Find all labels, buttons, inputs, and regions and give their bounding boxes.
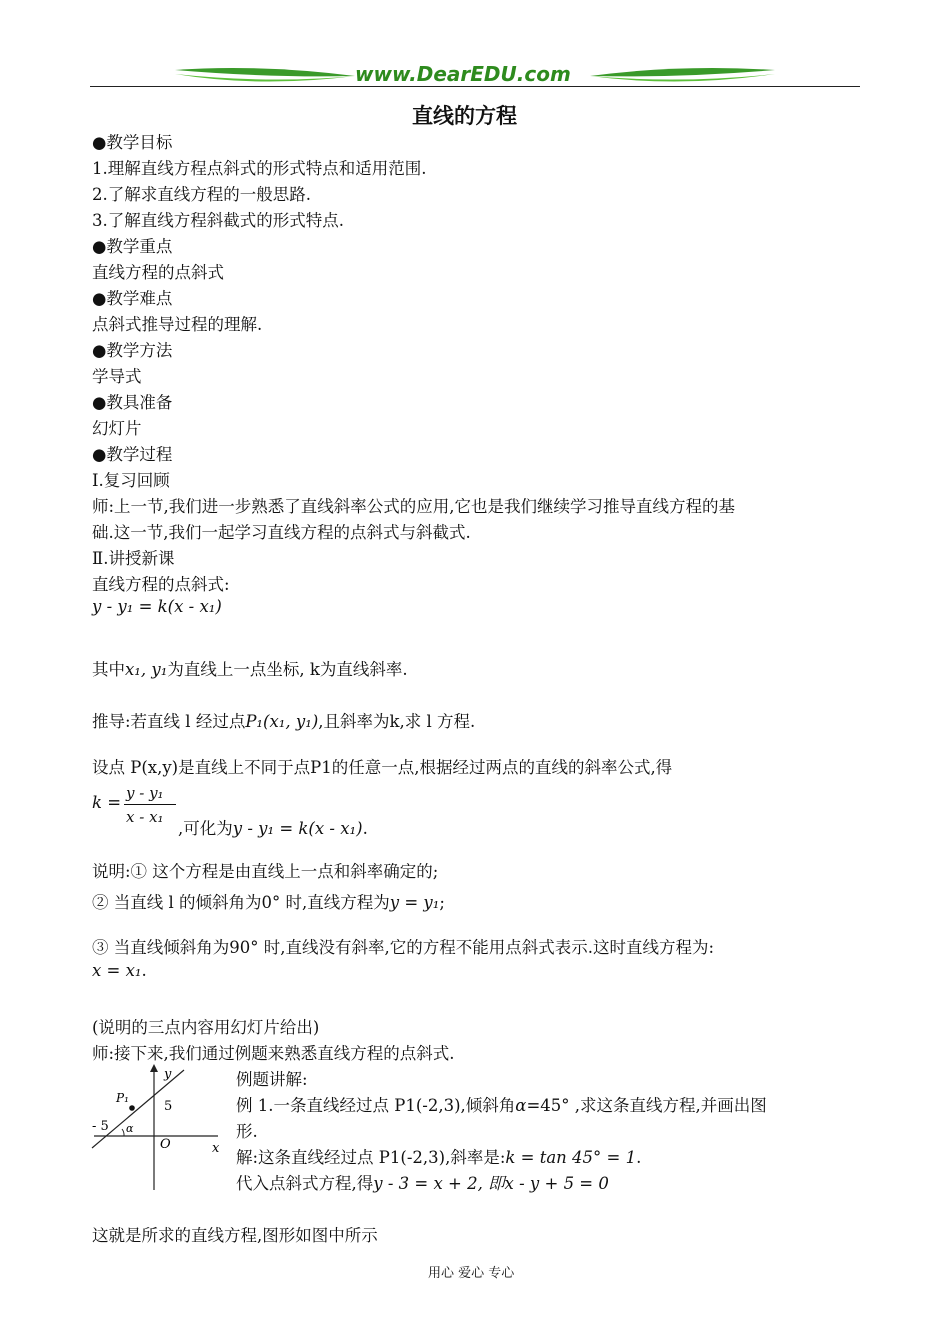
heading-process: ●教学过程: [92, 445, 173, 464]
frac-k: k =: [92, 793, 122, 812]
example-heading: 例题讲解:: [236, 1070, 308, 1089]
frac-result: y - y₁ = k(x - x₁): [232, 819, 363, 838]
where-suffix: 为直线上一点坐标, k为直线斜率.: [167, 660, 408, 679]
note-3-math-line: [92, 961, 147, 980]
ex1-b: =45° ,求这条直线方程,并画出图: [526, 1096, 767, 1115]
formula-point-slope: y - y₁ = k(x - x₁): [92, 597, 222, 616]
section-review: Ⅰ.复习回顾: [92, 471, 170, 490]
frac-end: .: [362, 819, 368, 838]
objective-1: 1.理解直线方程点斜式的形式特点和适用范围.: [92, 159, 427, 178]
ex1-alpha: α: [515, 1096, 527, 1115]
point-p1: [129, 1105, 135, 1111]
y-axis-arrow-icon: [150, 1064, 158, 1072]
objective-3: 3.了解直线方程斜截式的形式特点.: [92, 211, 344, 230]
example-1-line-2: 形.: [236, 1122, 258, 1141]
ex1-a: 例 1.一条直线经过点 P1(-2,3),倾斜角: [236, 1096, 516, 1115]
teacher-intro-2: 础.这一节,我们一起学习直线方程的点斜式与斜截式.: [92, 523, 471, 542]
note-1: 说明:① 这个方程是由直线上一点和斜率确定的;: [92, 862, 439, 881]
note-2-prefix: ② 当直线 l 的倾斜角为0° 时,直线方程为: [92, 893, 390, 912]
substitute-math: y - 3 = x + 2, 即x - y + 5 = 0: [373, 1174, 609, 1193]
note-2-end: ;: [439, 893, 445, 912]
method-text: 学导式: [92, 367, 142, 386]
heading-difficulty: ●教学难点: [92, 289, 173, 308]
derive-suffix: ,且斜率为k,求 l 方程.: [318, 712, 476, 731]
fig-y-label: y: [164, 1067, 172, 1082]
tools-text: 幻灯片: [92, 419, 142, 438]
solution-line: [236, 1144, 641, 1168]
teacher-intro-1: 师:上一节,我们进一步熟悉了直线斜率公式的应用,它也是我们继续学习推导直线方程的基: [92, 497, 736, 516]
teacher-example-intro: 师:接下来,我们通过例题来熟悉直线方程的点斜式.: [92, 1044, 455, 1063]
note-3-math: x = x₁: [92, 961, 142, 980]
solution-prefix: 解:这条直线经过点 P1(-2,3),斜率是:: [236, 1148, 506, 1167]
note-3-end: .: [141, 961, 147, 980]
solution-math: k = tan 45° = 1: [505, 1148, 637, 1167]
logo-text: www.DearEDU.com: [355, 62, 571, 86]
heading-objectives: ●教学目标: [92, 133, 173, 152]
frac-mid: ,可化为: [178, 819, 233, 838]
frac-numerator: y - y₁: [126, 784, 164, 802]
solution-end: .: [636, 1148, 642, 1167]
heading-method: ●教学方法: [92, 341, 173, 360]
fig-five-label: 5: [164, 1099, 173, 1114]
difficulty-text: 点斜式推导过程的理解.: [92, 315, 263, 334]
key-point-text: 直线方程的点斜式: [92, 263, 224, 282]
where-prefix: 其中: [92, 660, 125, 679]
derive-line: [92, 708, 475, 732]
note-2-math: y = y₁: [389, 893, 440, 912]
heading-tools: ●教具准备: [92, 393, 173, 412]
example-1-line-1: [236, 1092, 767, 1116]
objective-2: 2.了解求直线方程的一般思路.: [92, 185, 311, 204]
footer-text: 用心 爱心 专心: [428, 1266, 515, 1281]
frac-denominator: x - x₁: [126, 808, 164, 826]
where-math: x₁, y₁: [125, 660, 168, 679]
setpoint-line: 设点 P(x,y)是直线上不同于点P1的任意一点,根据经过两点的直线的斜率公式,得: [92, 758, 673, 777]
fig-x-label: x: [212, 1141, 220, 1156]
example-figure: [88, 1062, 228, 1194]
fig-p1-label: P₁: [116, 1091, 129, 1105]
fig-origin-label: O: [160, 1137, 171, 1152]
fraction-bar: [124, 804, 176, 805]
note-2: [92, 889, 445, 913]
point-slope-heading: 直线方程的点斜式:: [92, 575, 230, 594]
header-rule: [90, 86, 860, 87]
derive-math: P₁(x₁, y₁): [245, 712, 319, 731]
page-title: 直线的方程: [412, 104, 517, 128]
where-line: [92, 656, 408, 680]
derive-prefix: 推导:若直线 l 经过点: [92, 712, 246, 731]
note-3: ③ 当直线倾斜角为90° 时,直线没有斜率,它的方程不能用点斜式表示.这时直线方程为:: [92, 938, 715, 957]
substitute-line: [236, 1170, 609, 1194]
slide-note: (说明的三点内容用幻灯片给出): [92, 1018, 320, 1037]
fig-alpha-label: α: [126, 1122, 134, 1135]
section-new-lesson: Ⅱ.讲授新课: [92, 549, 175, 568]
frac-line-tail: [178, 815, 368, 839]
substitute-prefix: 代入点斜式方程,得: [236, 1174, 374, 1193]
heading-key-point: ●教学重点: [92, 237, 173, 256]
fig-neg-five-label: - 5: [92, 1119, 109, 1134]
conclusion: 这就是所求的直线方程,图形如图中所示: [92, 1226, 378, 1245]
angle-arc: [122, 1129, 124, 1136]
